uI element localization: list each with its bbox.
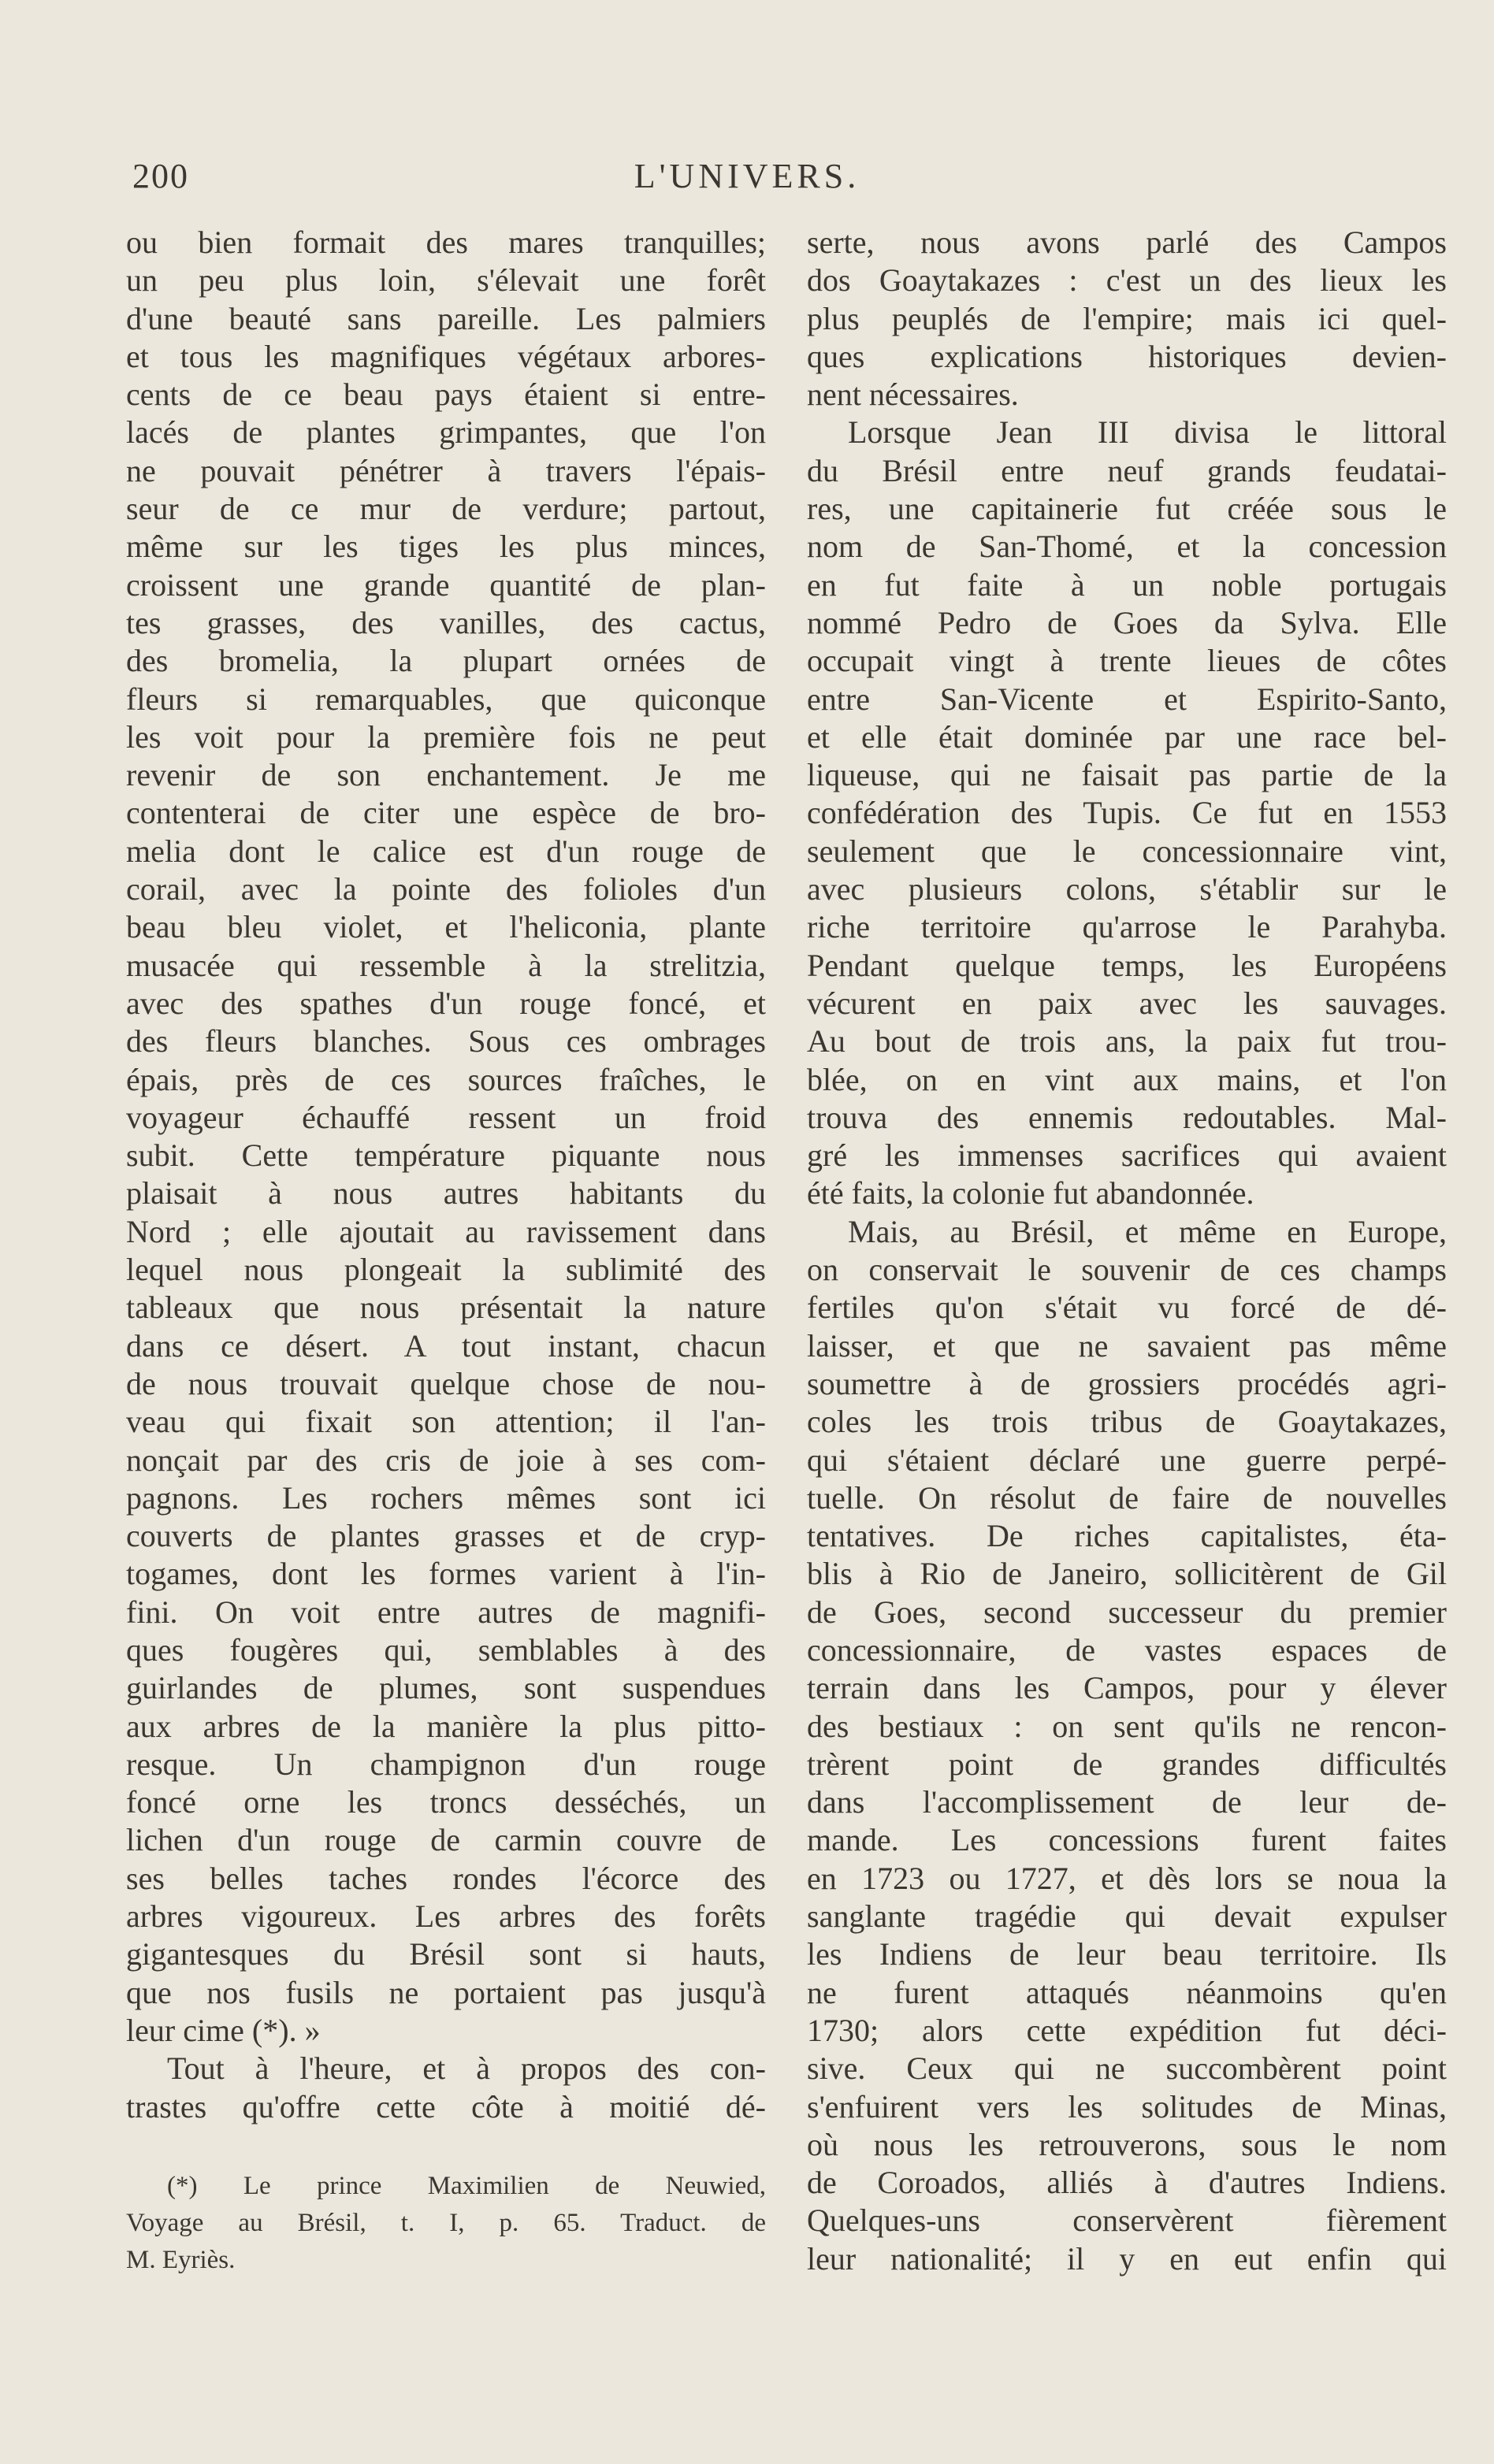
text-line: fleurs si remarquables, que quiconque xyxy=(126,681,766,717)
text-line: épais, près de ces sources fraîches, le xyxy=(126,1061,766,1097)
text-line: trèrent point de grandes difficultés xyxy=(807,1746,1447,1782)
text-line: couverts de plantes grasses et de cryp- xyxy=(126,1518,766,1554)
page-number: 200 xyxy=(132,157,189,195)
text-line: ques fougères qui, semblables à des xyxy=(126,1631,766,1668)
text-line: blis à Rio de Janeiro, sollicitèrent de Gil xyxy=(807,1556,1447,1592)
text-line: de Coroados, alliés à d'autres Indiens. xyxy=(807,2165,1447,2201)
text-line: Tout à l'heure, et à propos des con- xyxy=(167,2050,766,2087)
text-line: croissent une grande quantité de plan- xyxy=(126,566,766,603)
text-line: et elle était dominée par une race bel- xyxy=(807,718,1447,755)
text-line: des bromelia, la plupart ornées de xyxy=(126,643,766,679)
text-line: nonçait par des cris de joie à ses com- xyxy=(126,1442,766,1478)
text-line: arbres vigoureux. Les arbres des forêts xyxy=(126,1898,766,1935)
text-line: terrain dans les Campos, pour y élever xyxy=(807,1670,1447,1706)
text-line: voyageur échauffé ressent un froid xyxy=(126,1099,766,1135)
text-line: tes grasses, des vanilles, des cactus, xyxy=(126,604,766,640)
text-line: concessionnaire, de vastes espaces de xyxy=(807,1631,1447,1668)
text-line: leur cime (*). » xyxy=(126,2012,321,2048)
text-line: fini. On voit entre autres de magnifi- xyxy=(126,1594,766,1630)
text-line: on conservait le souvenir de ces champs xyxy=(807,1252,1447,1288)
text-line: de Goes, second successeur du premier xyxy=(807,1594,1447,1630)
text-line: du Brésil entre neuf grands feudatai- xyxy=(807,452,1447,488)
text-line: lichen d'un rouge de carmin couvre de xyxy=(126,1822,766,1858)
text-line: ne pouvait pénétrer à travers l'épais- xyxy=(126,452,766,488)
text-line: Pendant quelque temps, les Européens xyxy=(807,947,1447,983)
text-line: corail, avec la pointe des folioles d'un xyxy=(126,871,766,907)
text-line: avec des spathes d'un rouge foncé, et xyxy=(126,985,766,1021)
text-line: d'une beauté sans pareille. Les palmiers xyxy=(126,300,766,336)
footnote xyxy=(126,2168,766,2279)
text-line: nommé Pedro de Goes da Sylva. Elle xyxy=(807,604,1447,640)
text-line: Voyage au Brésil, t. I, p. 65. Traduct. de xyxy=(126,2209,766,2237)
text-line: nent nécessaires. xyxy=(807,377,1019,413)
left-column xyxy=(126,224,766,2126)
text-line: les Indiens de leur beau territoire. Ils xyxy=(807,1936,1447,1972)
text-line: les voit pour la première fois ne peut xyxy=(126,718,766,755)
text-line: avec plusieurs colons, s'établir sur le xyxy=(807,871,1447,907)
text-line: même sur les tiges les plus minces, xyxy=(126,529,766,565)
text-line: ques explications historiques devien- xyxy=(807,338,1447,374)
text-line: tentatives. De riches capitalistes, éta- xyxy=(807,1518,1447,1554)
text-line: qui s'étaient déclaré une guerre perpé- xyxy=(807,1442,1447,1478)
text-line: un peu plus loin, s'élevait une forêt xyxy=(126,262,766,299)
text-line: Lorsque Jean III divisa le littoral xyxy=(848,414,1447,451)
text-line: Nord ; elle ajoutait au ravissement dans xyxy=(126,1213,766,1249)
text-line: fertiles qu'on s'était vu forcé de dé- xyxy=(807,1290,1447,1326)
text-line: tuelle. On résolut de faire de nouvelles xyxy=(807,1479,1447,1516)
text-line: seulement que le concessionnaire vint, xyxy=(807,833,1447,869)
text-line: subit. Cette température piquante nous xyxy=(126,1137,766,1174)
text-line: en 1723 ou 1727, et dès lors se noua la xyxy=(807,1860,1447,1896)
text-line: été faits, la colonie fut abandonnée. xyxy=(807,1175,1254,1212)
text-line: Quelques-uns conservèrent fièrement xyxy=(807,2202,1447,2239)
text-line: (*) Le prince Maximilien de Neuwied, xyxy=(167,2172,766,2200)
text-line: tableaux que nous présentait la nature xyxy=(126,1290,766,1326)
text-line: togames, dont les formes varient à l'in- xyxy=(126,1556,766,1592)
text-line: musacée qui ressemble à la strelitzia, xyxy=(126,947,766,983)
text-line: sanglante tragédie qui devait expulser xyxy=(807,1898,1447,1935)
text-line: occupait vingt à trente lieues de côtes xyxy=(807,643,1447,679)
text-line: beau bleu violet, et l'heliconia, plante xyxy=(126,909,766,945)
text-line: lacés de plantes grimpantes, que l'on xyxy=(126,414,766,451)
text-line: riche territoire qu'arrose le Parahyba. xyxy=(807,909,1447,945)
text-line: des bestiaux : on sent qu'ils ne rencon- xyxy=(807,1708,1447,1744)
text-line: lequel nous plongeait la sublimité des xyxy=(126,1252,766,1288)
text-line: en fut faite à un noble portugais xyxy=(807,566,1447,603)
text-line: que nos fusils ne portaient pas jusqu'à xyxy=(126,1974,766,2010)
text-line: trastes qu'offre cette côte à moitié dé- xyxy=(126,2088,766,2124)
text-line: aux arbres de la manière la plus pitto- xyxy=(126,1708,766,1744)
text-line: laisser, et que ne savaient pas même xyxy=(807,1327,1447,1364)
text-line: foncé orne les troncs desséchés, un xyxy=(126,1784,766,1820)
text-line: vécurent en paix avec les sauvages. xyxy=(807,985,1447,1021)
text-line: cents de ce beau pays étaient si entre- xyxy=(126,377,766,413)
text-line: où nous les retrouverons, sous le nom xyxy=(807,2126,1447,2162)
running-title: L'UNIVERS. xyxy=(634,157,860,195)
text-line: blée, on en vint aux mains, et l'on xyxy=(807,1061,1447,1097)
text-line: plaisait à nous autres habitants du xyxy=(126,1175,766,1212)
text-line: sive. Ceux qui ne succombèrent point xyxy=(807,2050,1447,2087)
text-line: resque. Un champignon d'un rouge xyxy=(126,1746,766,1782)
text-line: ses belles taches rondes l'écorce des xyxy=(126,1860,766,1896)
text-line: s'enfuirent vers les solitudes de Minas, xyxy=(807,2088,1447,2124)
text-line: de nous trouvait quelque chose de nou- xyxy=(126,1365,766,1401)
text-line: ou bien formait des mares tranquilles; xyxy=(126,225,766,260)
text-line: liqueuse, qui ne faisait pas partie de la xyxy=(807,757,1447,793)
text-line: pagnons. Les rochers mêmes sont ici xyxy=(126,1479,766,1516)
text-line: 1730; alors cette expédition fut déci- xyxy=(807,2012,1447,2048)
text-line: Au bout de trois ans, la paix fut trou- xyxy=(807,1023,1447,1059)
text-line: confédération des Tupis. Ce fut en 1553 xyxy=(807,795,1447,831)
text-line: dos Goaytakazes : c'est un des lieux les xyxy=(807,262,1447,299)
text-line: plus peuplés de l'empire; mais ici quel- xyxy=(807,300,1447,336)
text-line: trouva des ennemis redoutables. Mal- xyxy=(807,1099,1447,1135)
text-line: dans l'accomplissement de leur de- xyxy=(807,1784,1447,1820)
text-line: melia dont le calice est d'un rouge de xyxy=(126,833,766,869)
text-line: contenterai de citer une espèce de bro- xyxy=(126,795,766,831)
text-line: mande. Les concessions furent faites xyxy=(807,1822,1447,1858)
text-line: coles les trois tribus de Goaytakazes, xyxy=(807,1404,1447,1440)
text-line: serte, nous avons parlé des Campos xyxy=(807,225,1447,260)
text-line: soumettre à de grossiers procédés agri- xyxy=(807,1365,1447,1401)
text-line: gigantesques du Brésil sont si hauts, xyxy=(126,1936,766,1972)
text-line: veau qui fixait son attention; il l'an- xyxy=(126,1404,766,1440)
text-line: revenir de son enchantement. Je me xyxy=(126,757,766,793)
text-line: guirlandes de plumes, sont suspendues xyxy=(126,1670,766,1706)
text-line: des fleurs blanches. Sous ces ombrages xyxy=(126,1023,766,1059)
text-line: dans ce désert. A tout instant, chacun xyxy=(126,1327,766,1364)
text-line: M. Eyriès. xyxy=(126,2246,236,2274)
text-line: entre San-Vicente et Espirito-Santo, xyxy=(807,681,1447,717)
text-line: res, une capitainerie fut créée sous le xyxy=(807,491,1447,527)
text-line: gré les immenses sacrifices qui avaient xyxy=(807,1137,1447,1174)
text-line: seur de ce mur de verdure; partout, xyxy=(126,491,766,527)
text-line: nom de San-Thomé, et la concession xyxy=(807,529,1447,565)
text-line: ne furent attaqués néanmoins qu'en xyxy=(807,1974,1447,2010)
text-line: leur nationalité; il y en eut enfin qui xyxy=(807,2240,1447,2277)
text-line: et tous les magnifiques végétaux arbores- xyxy=(126,338,766,374)
right-column xyxy=(807,224,1447,2278)
text-line: Mais, au Brésil, et même en Europe, xyxy=(848,1213,1447,1249)
